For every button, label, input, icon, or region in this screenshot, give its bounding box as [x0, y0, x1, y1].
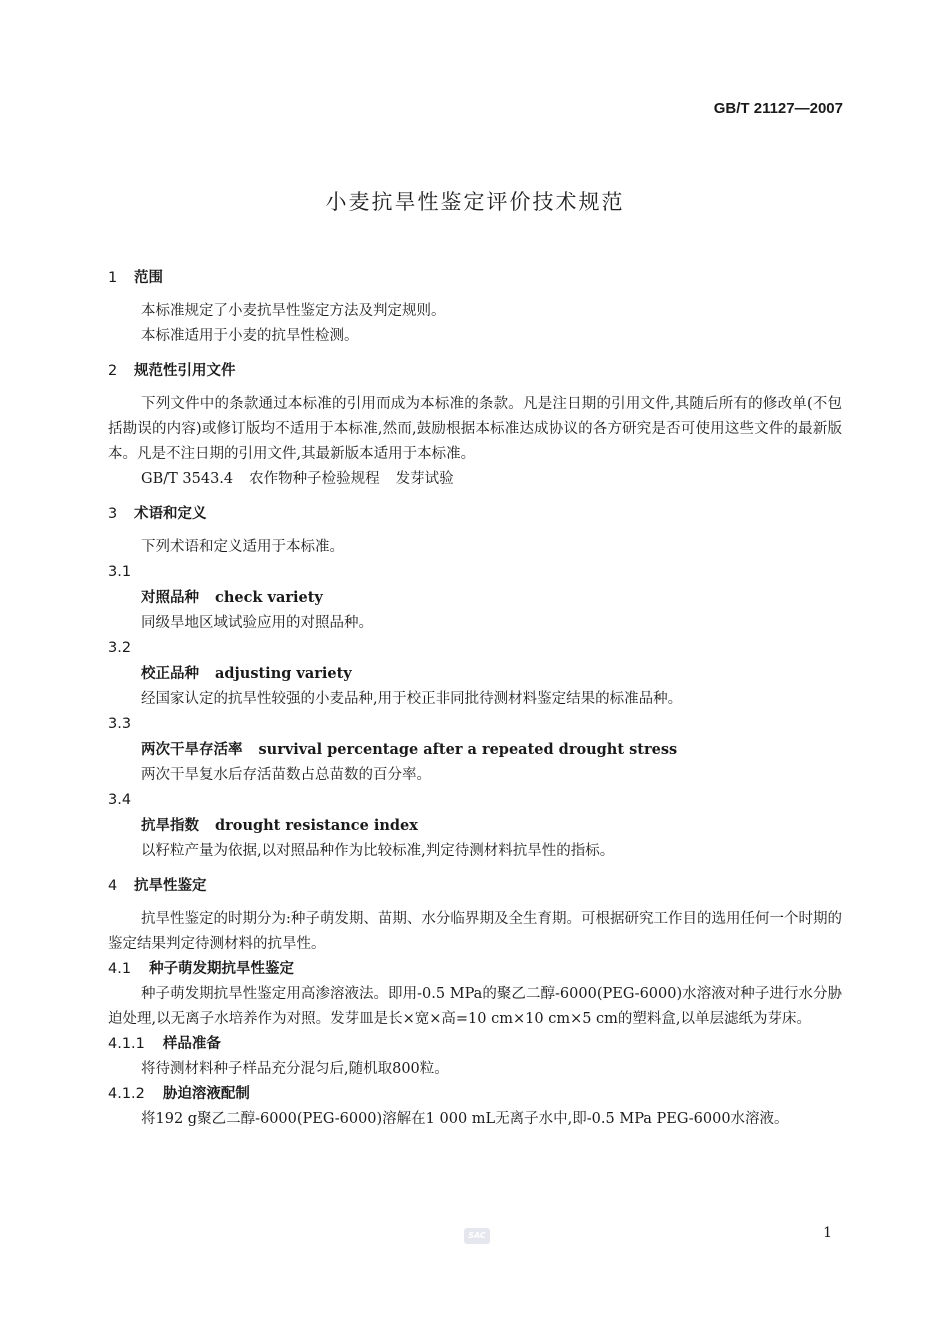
- section-title: 抗旱性鉴定: [134, 878, 207, 894]
- subsection-number: 4.1.1: [108, 1036, 145, 1052]
- paragraph: 下列术语和定义适用于本标准。: [141, 539, 344, 555]
- section-title: 规范性引用文件: [134, 363, 236, 379]
- section-3-heading: [108, 502, 842, 523]
- section-number: 2: [108, 363, 118, 379]
- paragraph: 本标准适用于小麦的抗旱性检测。: [141, 328, 359, 344]
- term-definition: 经国家认定的抗旱性较强的小麦品种,用于校正非同批待测材料鉴定结果的标准品种。: [141, 691, 683, 707]
- term-heading: [108, 661, 842, 687]
- term-zh: 抗旱指数: [141, 818, 199, 834]
- paragraph: 种子萌发期抗旱性鉴定用高渗溶液法。即用-0.5 MPa的聚乙二醇-6000(PEG-6000)水溶液对种子进行水分胁迫处理,以无离子水培养作为对照。发芽皿是长×宽×高=10 cm×10 cm×5 cm的塑料盒,以单层滤纸为芽床。: [108, 986, 842, 1027]
- term-definition: 以籽粒产量为依据,以对照品种作为比较标准,判定待测材料抗旱性的指标。: [141, 843, 615, 859]
- term-en: check variety: [215, 589, 323, 606]
- term-entry: [108, 788, 842, 864]
- subsection-title: 种子萌发期抗旱性鉴定: [149, 961, 295, 977]
- term-zh: 两次干旱存活率: [141, 742, 243, 758]
- term-definition: 两次干旱复水后存活苗数占总苗数的百分率。: [141, 767, 431, 783]
- section-title: 术语和定义: [134, 506, 207, 522]
- reference-title: 农作物种子检验规程: [249, 471, 380, 487]
- term-number: 3.4: [108, 792, 132, 808]
- term-number: 3.2: [108, 640, 132, 656]
- term-zh: 校正品种: [141, 666, 199, 682]
- term-entry: [108, 712, 842, 788]
- paragraph: 抗旱性鉴定的时期分为:种子萌发期、苗期、水分临界期及全生育期。可根据研究工作目的选用任何一个时期的鉴定结果判定待测材料的抗旱性。: [108, 911, 842, 952]
- term-en: survival percentage after a repeated drought stress: [258, 741, 678, 758]
- term-zh: 对照品种: [141, 590, 199, 606]
- section-title: 范围: [134, 270, 163, 286]
- term-en: adjusting variety: [215, 665, 352, 682]
- standard-number: GB/T 21127—2007: [713, 100, 843, 117]
- subsection-4-1-heading: [108, 957, 842, 982]
- section-4-heading: [108, 874, 842, 895]
- subsection-number: 4.1.2: [108, 1086, 145, 1102]
- sac-logo: SAC: [464, 1228, 490, 1244]
- term-entry: [108, 636, 842, 712]
- term-heading: [108, 737, 842, 763]
- term-en: drought resistance index: [215, 817, 418, 834]
- section-number: 3: [108, 506, 118, 522]
- subsection-4-1-2-heading: [108, 1082, 842, 1107]
- document-title: 小麦抗旱性鉴定评价技术规范: [325, 190, 625, 214]
- paragraph: 下列文件中的条款通过本标准的引用而成为本标准的条款。凡是注日期的引用文件,其随后所有的修改单(不包括勘误的内容)或修订版均不适用于本标准,然而,鼓励根据本标准达成协议的各方研究是否可使用这些文件的最新版本。凡是不注日期的引用文件,其最新版本适用于本标准。: [108, 396, 842, 462]
- paragraph: 将待测材料种子样品充分混匀后,随机取800粒。: [141, 1061, 449, 1077]
- term-number: 3.1: [108, 564, 132, 580]
- reference-code: GB/T 3543.4: [141, 471, 234, 487]
- term-heading: [108, 585, 842, 611]
- section-number: 1: [108, 270, 118, 286]
- term-number: 3.3: [108, 716, 132, 732]
- subsection-title: 样品准备: [162, 1036, 221, 1052]
- subsection-number: 4.1: [108, 961, 132, 977]
- section-1-heading: [108, 266, 842, 287]
- normative-reference: [108, 467, 842, 492]
- paragraph: 本标准规定了小麦抗旱性鉴定方法及判定规则。: [141, 303, 446, 319]
- section-2-heading: [108, 359, 842, 380]
- term-definition: 同级旱地区域试验应用的对照品种。: [141, 615, 373, 631]
- page-number: 1: [823, 1225, 832, 1241]
- section-number: 4: [108, 878, 118, 894]
- reference-subtitle: 发芽试验: [395, 471, 454, 487]
- term-heading: [108, 813, 842, 839]
- term-entry: [108, 560, 842, 636]
- subsection-4-1-1-heading: [108, 1032, 842, 1057]
- paragraph: 将192 g聚乙二醇-6000(PEG-6000)溶解在1 000 mL无离子水中,即-0.5 MPa PEG-6000水溶液。: [141, 1111, 789, 1127]
- document-body: [108, 266, 842, 1132]
- subsection-title: 胁迫溶液配制: [162, 1086, 250, 1102]
